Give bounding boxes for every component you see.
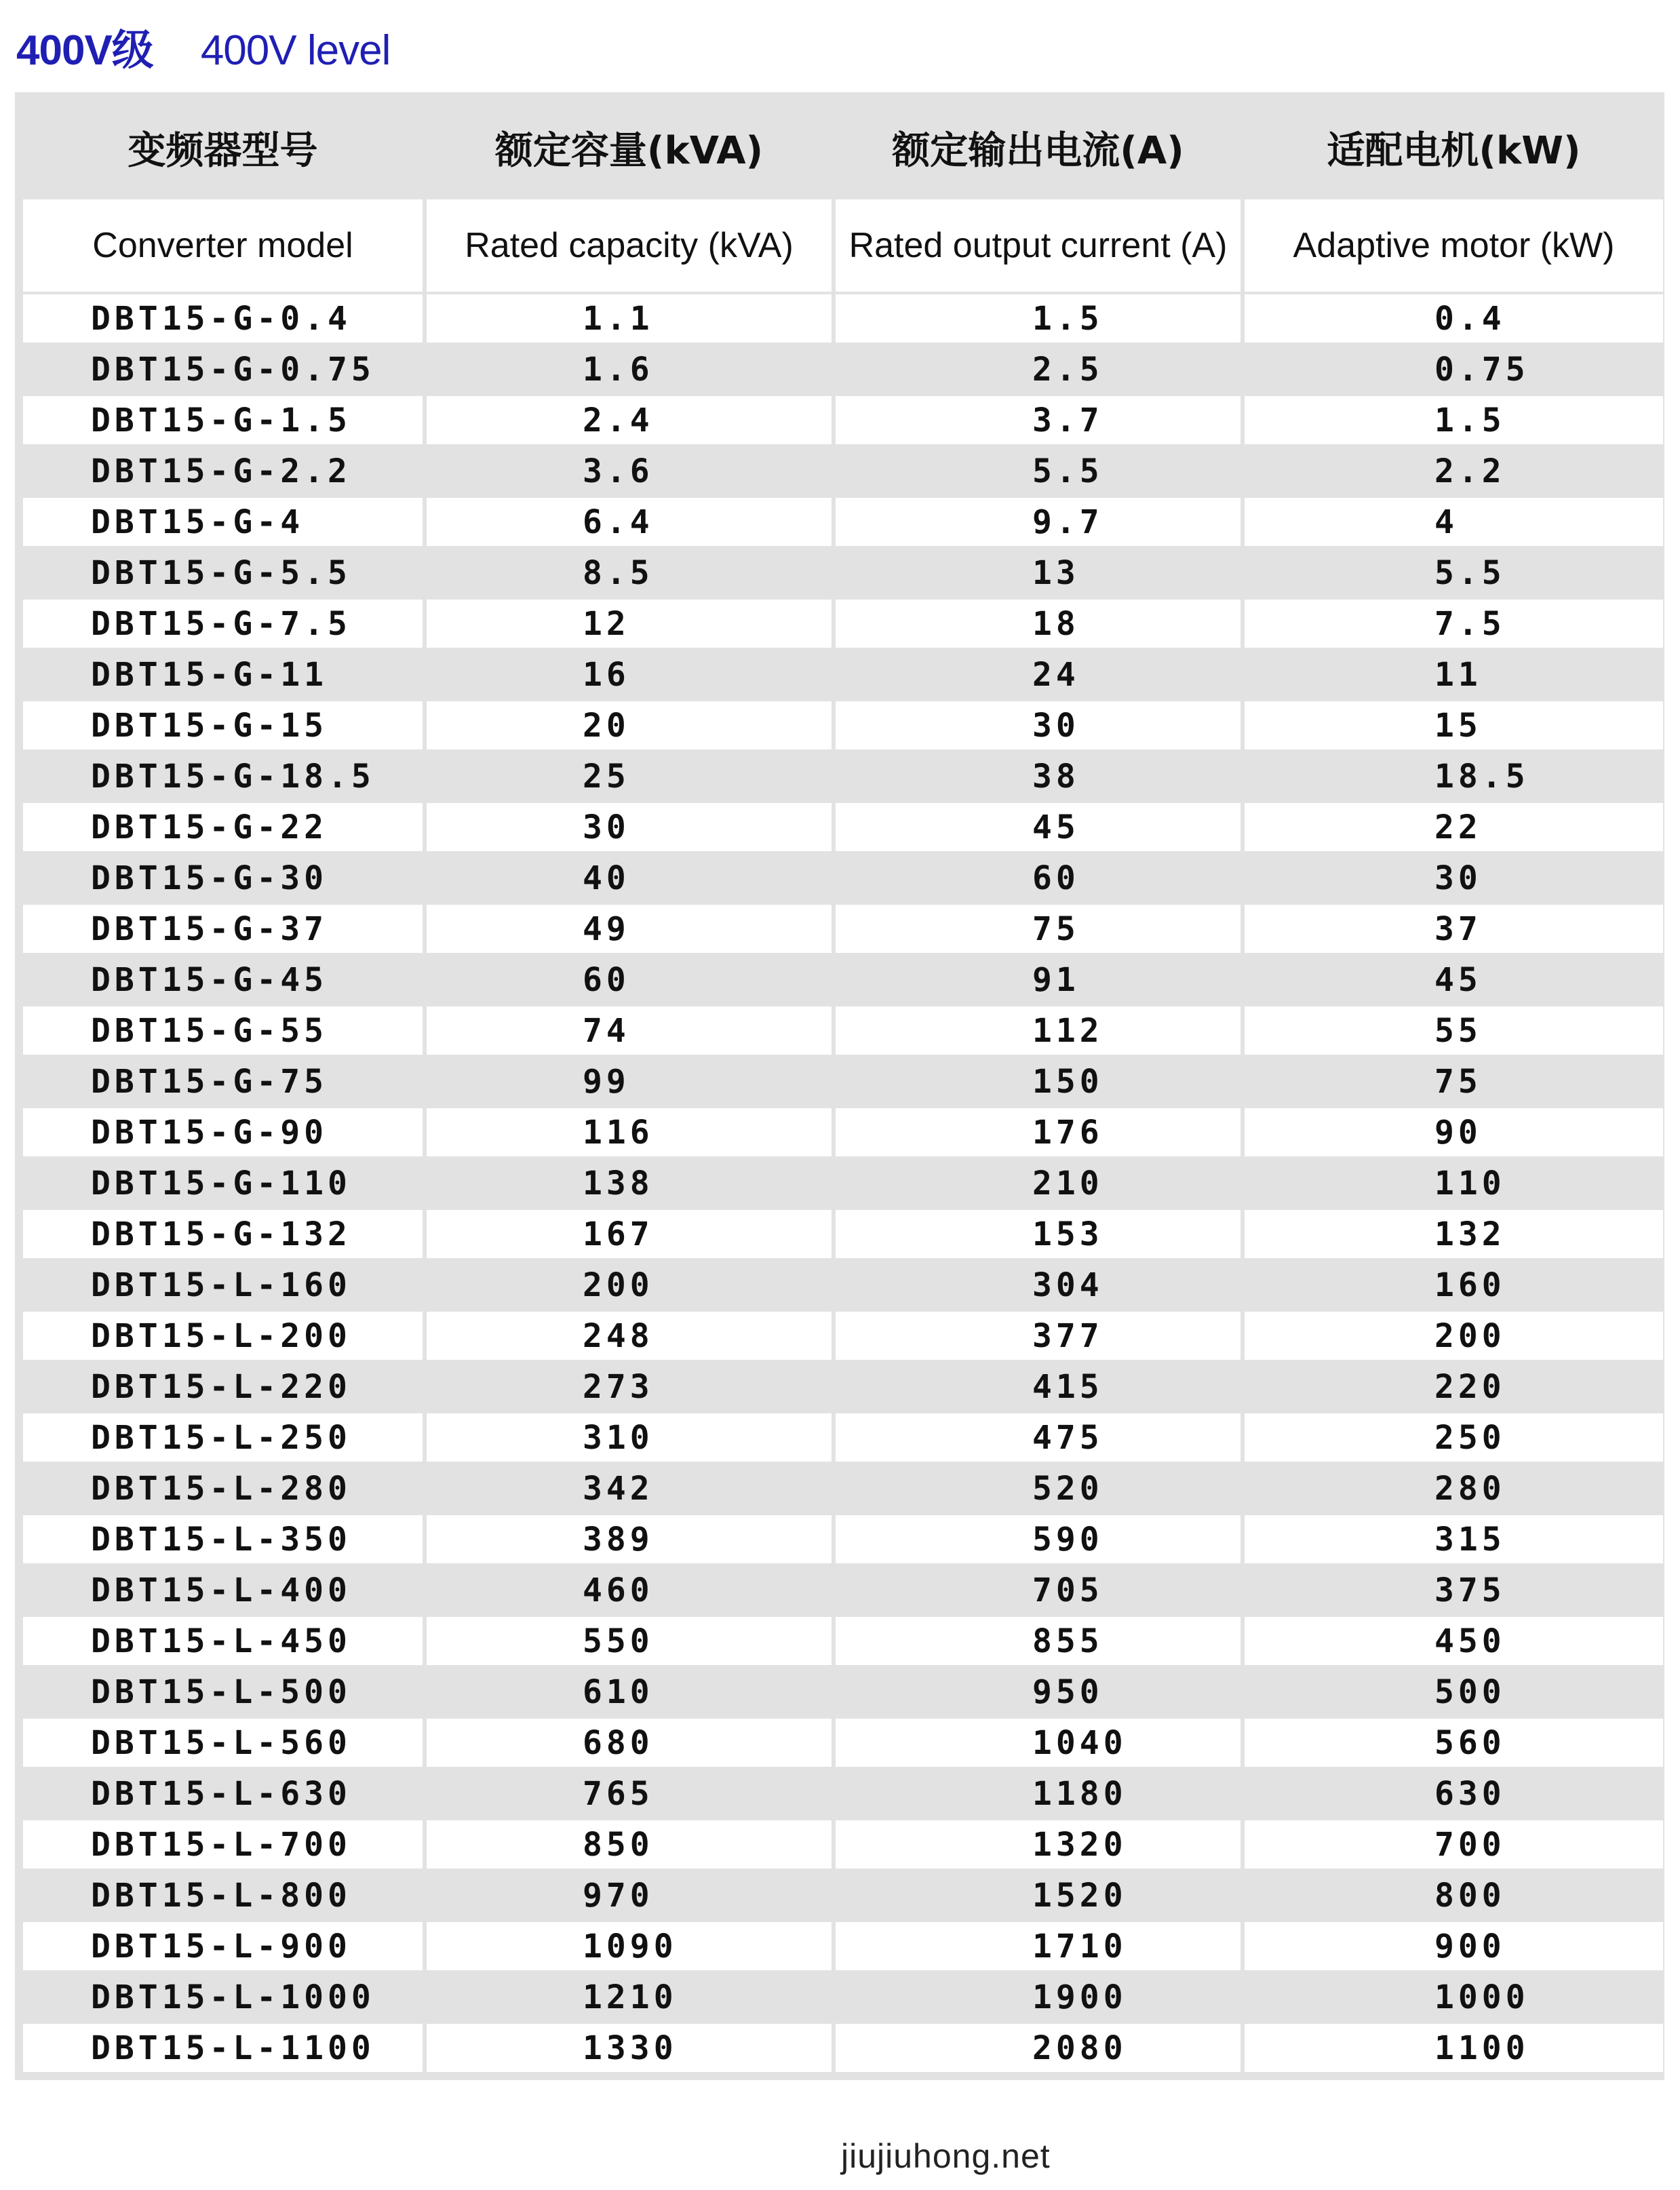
table-row [23, 1515, 1663, 1563]
cell-model: DBT15-L-160 [23, 1261, 423, 1309]
cell-current: 520 [836, 1464, 1241, 1512]
cell-motor: 250 [1245, 1413, 1663, 1462]
cell-capacity: 1090 [427, 1922, 832, 1970]
cell-current: 176 [836, 1108, 1241, 1156]
table-row [23, 549, 1663, 597]
table-row [23, 1922, 1663, 1970]
cell-capacity: 273 [427, 1363, 832, 1411]
cell-capacity: 389 [427, 1515, 832, 1563]
cell-capacity: 49 [427, 905, 832, 953]
cell-capacity: 1330 [427, 2024, 832, 2072]
cell-capacity: 2.4 [427, 396, 832, 444]
cell-current: 13 [836, 549, 1241, 597]
cell-motor: 45 [1245, 956, 1663, 1004]
cell-motor: 1000 [1245, 1973, 1663, 2021]
cell-model: DBT15-G-75 [23, 1057, 423, 1106]
cell-motor: 15 [1245, 701, 1663, 749]
cell-current: 45 [836, 803, 1241, 851]
cell-current: 475 [836, 1413, 1241, 1462]
cell-capacity: 8.5 [427, 549, 832, 597]
cell-capacity: 20 [427, 701, 832, 749]
cell-current: 855 [836, 1617, 1241, 1665]
cell-current: 377 [836, 1312, 1241, 1360]
cell-motor: 0.4 [1245, 294, 1663, 343]
spec-table [19, 96, 1667, 2075]
cell-motor: 900 [1245, 1922, 1663, 1970]
cell-model: DBT15-G-55 [23, 1006, 423, 1055]
cell-motor: 450 [1245, 1617, 1663, 1665]
cell-capacity: 200 [427, 1261, 832, 1309]
cell-model: DBT15-L-500 [23, 1668, 423, 1716]
cell-model: DBT15-L-560 [23, 1719, 423, 1767]
cell-model: DBT15-G-18.5 [23, 752, 423, 800]
cell-motor: 375 [1245, 1566, 1663, 1614]
header-en-current: Rated output current (A) [836, 199, 1241, 292]
cell-model: DBT15-L-1000 [23, 1973, 423, 2021]
cell-motor: 200 [1245, 1312, 1663, 1360]
cell-current: 60 [836, 854, 1241, 902]
cell-model: DBT15-G-4 [23, 498, 423, 546]
cell-capacity: 248 [427, 1312, 832, 1360]
cell-current: 304 [836, 1261, 1241, 1309]
cell-motor: 560 [1245, 1719, 1663, 1767]
cell-model: DBT15-L-400 [23, 1566, 423, 1614]
cell-capacity: 3.6 [427, 447, 832, 495]
cell-model: DBT15-G-37 [23, 905, 423, 953]
table-row [23, 650, 1663, 699]
cell-capacity: 30 [427, 803, 832, 851]
cell-motor: 160 [1245, 1261, 1663, 1309]
cell-model: DBT15-G-1.5 [23, 396, 423, 444]
table-row [23, 396, 1663, 444]
cell-motor: 315 [1245, 1515, 1663, 1563]
cell-capacity: 765 [427, 1769, 832, 1818]
table-row [23, 1820, 1663, 1869]
cell-capacity: 342 [427, 1464, 832, 1512]
cell-capacity: 138 [427, 1159, 832, 1207]
table-row [23, 1363, 1663, 1411]
table-row [23, 447, 1663, 495]
cell-current: 590 [836, 1515, 1241, 1563]
cell-capacity: 310 [427, 1413, 832, 1462]
cell-model: DBT15-L-700 [23, 1820, 423, 1869]
cell-current: 9.7 [836, 498, 1241, 546]
table-row [23, 1312, 1663, 1360]
cell-model: DBT15-L-900 [23, 1922, 423, 1970]
cell-current: 1180 [836, 1769, 1241, 1818]
table-row [23, 752, 1663, 800]
table-row [23, 1668, 1663, 1716]
cell-current: 91 [836, 956, 1241, 1004]
cell-model: DBT15-G-5.5 [23, 549, 423, 597]
cell-current: 415 [836, 1363, 1241, 1411]
cell-current: 5.5 [836, 447, 1241, 495]
page-title [16, 16, 390, 77]
cell-motor: 37 [1245, 905, 1663, 953]
table-row [23, 1871, 1663, 1919]
cell-model: DBT15-L-280 [23, 1464, 423, 1512]
cell-current: 75 [836, 905, 1241, 953]
table-row [23, 1006, 1663, 1055]
cell-motor: 30 [1245, 854, 1663, 902]
cell-capacity: 970 [427, 1871, 832, 1919]
table-body [23, 294, 1663, 2072]
cell-motor: 90 [1245, 1108, 1663, 1156]
cell-model: DBT15-G-15 [23, 701, 423, 749]
table-row [23, 345, 1663, 393]
cell-model: DBT15-G-110 [23, 1159, 423, 1207]
cell-current: 1520 [836, 1871, 1241, 1919]
table-row [23, 498, 1663, 546]
cell-capacity: 40 [427, 854, 832, 902]
cell-current: 24 [836, 650, 1241, 699]
table-row [23, 1566, 1663, 1614]
table-row [23, 1210, 1663, 1258]
cell-motor: 2.2 [1245, 447, 1663, 495]
cell-capacity: 1210 [427, 1973, 832, 2021]
title-cn: 400V级 [16, 27, 153, 74]
cell-current: 1040 [836, 1719, 1241, 1767]
cell-capacity: 550 [427, 1617, 832, 1665]
table-row [23, 600, 1663, 648]
table-row [23, 1108, 1663, 1156]
cell-motor: 132 [1245, 1210, 1663, 1258]
cell-capacity: 850 [427, 1820, 832, 1869]
cell-model: DBT15-G-11 [23, 650, 423, 699]
cell-current: 1900 [836, 1973, 1241, 2021]
header-cn-motor: 适配电机(kW) [1245, 99, 1663, 197]
cell-capacity: 167 [427, 1210, 832, 1258]
table-row [23, 1413, 1663, 1462]
cell-motor: 7.5 [1245, 600, 1663, 648]
cell-motor: 800 [1245, 1871, 1663, 1919]
cell-capacity: 60 [427, 956, 832, 1004]
cell-capacity: 460 [427, 1566, 832, 1614]
cell-current: 153 [836, 1210, 1241, 1258]
cell-model: DBT15-L-200 [23, 1312, 423, 1360]
cell-current: 112 [836, 1006, 1241, 1055]
cell-current: 1320 [836, 1820, 1241, 1869]
cell-model: DBT15-L-800 [23, 1871, 423, 1919]
table-row [23, 701, 1663, 749]
cell-model: DBT15-G-2.2 [23, 447, 423, 495]
watermark: jiujiuhong.net [841, 2137, 1051, 2175]
cell-capacity: 99 [427, 1057, 832, 1106]
table-row [23, 956, 1663, 1004]
cell-model: DBT15-L-1100 [23, 2024, 423, 2072]
cell-current: 2.5 [836, 345, 1241, 393]
cell-model: DBT15-L-350 [23, 1515, 423, 1563]
cell-current: 1.5 [836, 294, 1241, 343]
spec-table-container [15, 92, 1664, 2080]
table-row [23, 803, 1663, 851]
cell-motor: 75 [1245, 1057, 1663, 1106]
header-en-capacity: Rated capacity (kVA) [427, 199, 832, 292]
cell-current: 150 [836, 1057, 1241, 1106]
cell-capacity: 16 [427, 650, 832, 699]
cell-motor: 1100 [1245, 2024, 1663, 2072]
cell-capacity: 610 [427, 1668, 832, 1716]
cell-current: 38 [836, 752, 1241, 800]
header-en-motor: Adaptive motor (kW) [1245, 199, 1663, 292]
cell-model: DBT15-L-250 [23, 1413, 423, 1462]
header-cn-model: 变频器型号 [23, 99, 423, 197]
table-row [23, 905, 1663, 953]
cell-model: DBT15-G-132 [23, 1210, 423, 1258]
cell-model: DBT15-G-45 [23, 956, 423, 1004]
cell-motor: 280 [1245, 1464, 1663, 1512]
cell-motor: 4 [1245, 498, 1663, 546]
cell-capacity: 74 [427, 1006, 832, 1055]
cell-model: DBT15-G-0.4 [23, 294, 423, 343]
cell-current: 3.7 [836, 396, 1241, 444]
cell-motor: 1.5 [1245, 396, 1663, 444]
cell-motor: 0.75 [1245, 345, 1663, 393]
cell-motor: 220 [1245, 1363, 1663, 1411]
header-row-cn [23, 99, 1663, 197]
cell-capacity: 12 [427, 600, 832, 648]
cell-current: 950 [836, 1668, 1241, 1716]
table-row [23, 1261, 1663, 1309]
table-row [23, 854, 1663, 902]
cell-capacity: 1.1 [427, 294, 832, 343]
cell-model: DBT15-L-450 [23, 1617, 423, 1665]
cell-current: 2080 [836, 2024, 1241, 2072]
cell-current: 210 [836, 1159, 1241, 1207]
header-cn-capacity: 额定容量(kVA) [427, 99, 832, 197]
table-row [23, 1973, 1663, 2021]
cell-model: DBT15-G-22 [23, 803, 423, 851]
cell-model: DBT15-G-7.5 [23, 600, 423, 648]
table-row [23, 294, 1663, 343]
table-row [23, 1769, 1663, 1818]
cell-motor: 110 [1245, 1159, 1663, 1207]
cell-model: DBT15-G-30 [23, 854, 423, 902]
cell-capacity: 680 [427, 1719, 832, 1767]
cell-current: 30 [836, 701, 1241, 749]
cell-motor: 700 [1245, 1820, 1663, 1869]
cell-model: DBT15-G-90 [23, 1108, 423, 1156]
cell-current: 705 [836, 1566, 1241, 1614]
table-row [23, 1159, 1663, 1207]
cell-capacity: 25 [427, 752, 832, 800]
table-row [23, 1719, 1663, 1767]
cell-capacity: 1.6 [427, 345, 832, 393]
cell-model: DBT15-L-220 [23, 1363, 423, 1411]
cell-model: DBT15-L-630 [23, 1769, 423, 1818]
title-en: 400V level [200, 27, 391, 74]
cell-motor: 500 [1245, 1668, 1663, 1716]
cell-capacity: 116 [427, 1108, 832, 1156]
header-row-en [23, 199, 1663, 292]
table-row [23, 2024, 1663, 2072]
cell-current: 18 [836, 600, 1241, 648]
cell-motor: 630 [1245, 1769, 1663, 1818]
cell-capacity: 6.4 [427, 498, 832, 546]
header-cn-current: 额定输出电流(A) [836, 99, 1241, 197]
table-row [23, 1617, 1663, 1665]
table-row [23, 1057, 1663, 1106]
cell-motor: 55 [1245, 1006, 1663, 1055]
table-row [23, 1464, 1663, 1512]
cell-motor: 22 [1245, 803, 1663, 851]
cell-motor: 18.5 [1245, 752, 1663, 800]
cell-motor: 5.5 [1245, 549, 1663, 597]
header-en-model: Converter model [23, 199, 423, 292]
cell-current: 1710 [836, 1922, 1241, 1970]
cell-motor: 11 [1245, 650, 1663, 699]
cell-model: DBT15-G-0.75 [23, 345, 423, 393]
